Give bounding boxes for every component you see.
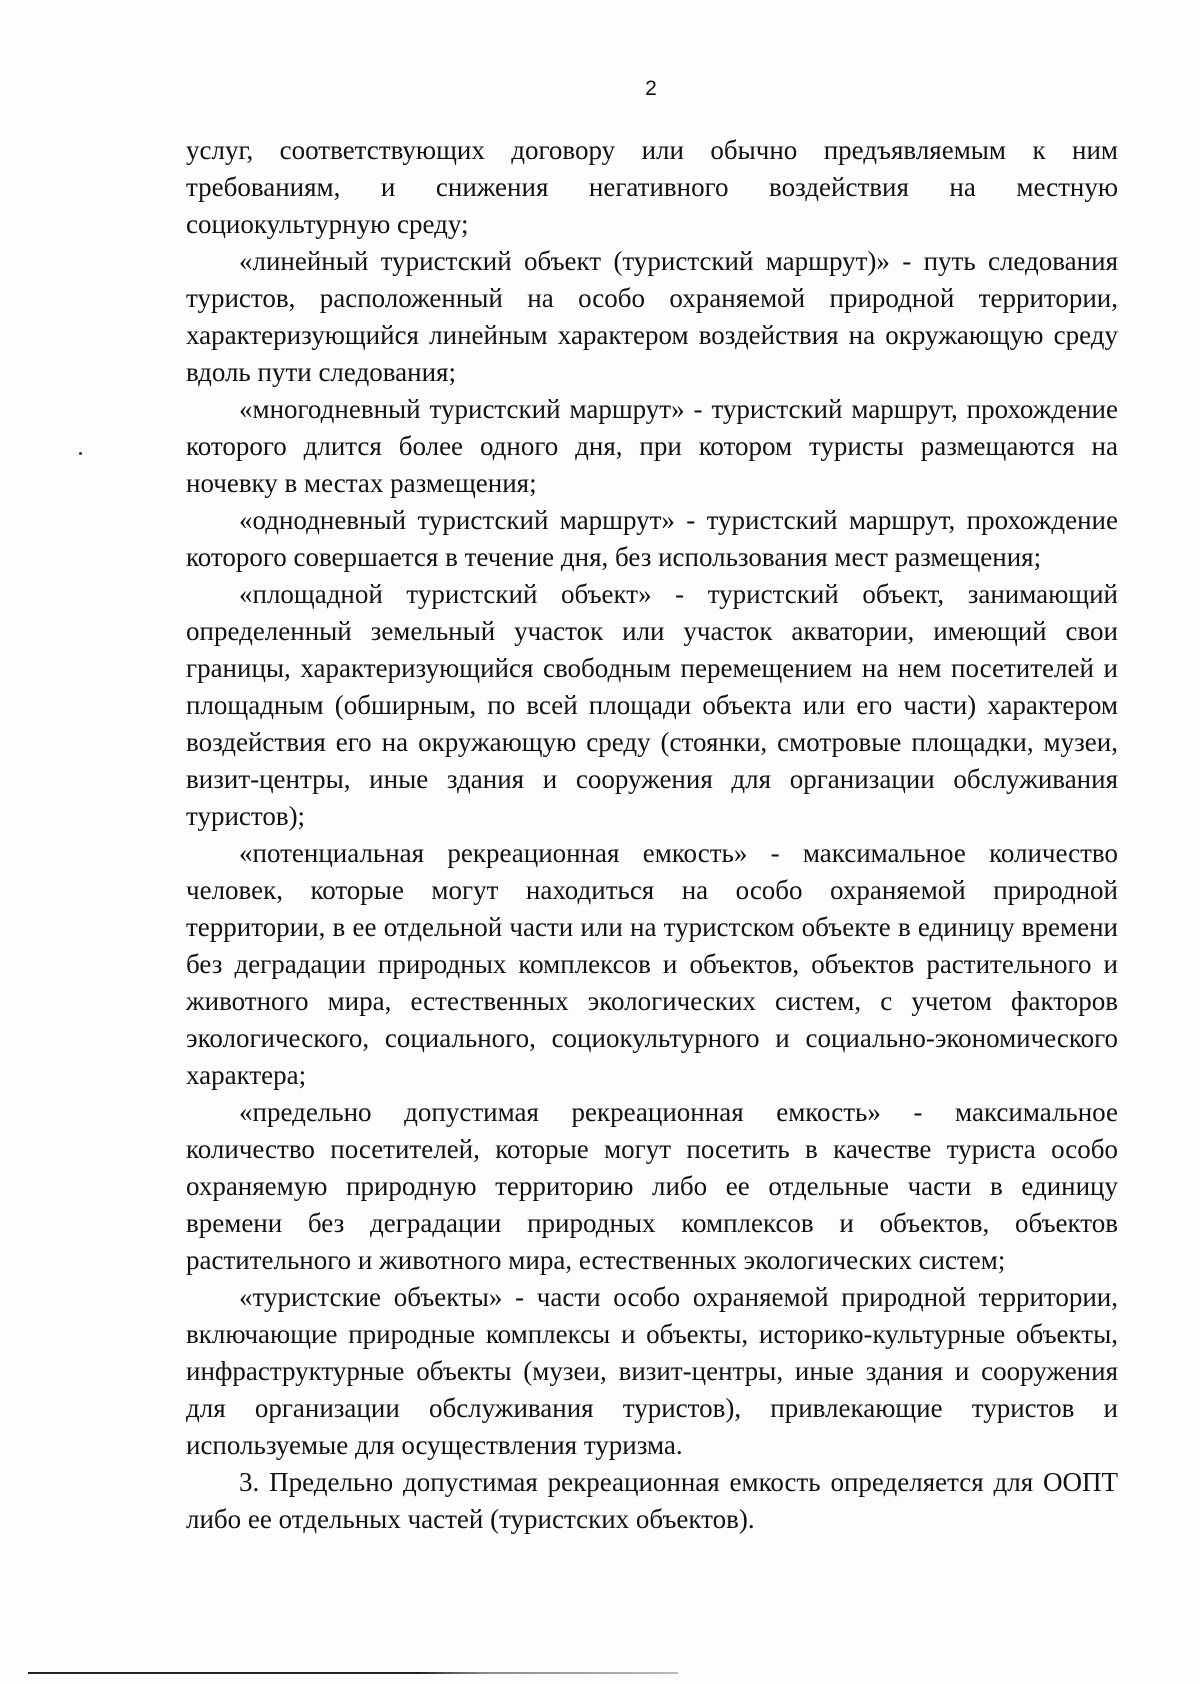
document-body (186, 132, 1118, 1538)
footer-rule (28, 1672, 678, 1674)
paragraph-potential-capacity: «потенциальная рекреационная емкость» - максимальное количество человек, которые могут находиться на особо охраняемой природной территории, в ее отдельной части или на туристском объекте в единицу времени без деградации природных комплексов и объектов, объектов растительного и животного мира, естественных экологических систем, с учетом факторов экологического, социального, социокультурного и социально-экономического характера; (186, 838, 1118, 1090)
paragraph-max-capacity: «предельно допустимая рекреационная емкость» - максимальное количество посетителей, которые могут посетить в качестве туриста особо охраняемую природную территорию либо ее отдельные части в единицу времени без деградации природных комплексов и объектов, объектов растительного и животного мира, естественных экологических систем; (186, 1097, 1118, 1275)
paragraph-oneday-route: «однодневный туристский маршрут» - туристский маршрут, прохождение которого совершается в течение дня, без использования мест размещения; (186, 505, 1118, 572)
scan-speck (79, 452, 82, 455)
page-number: 2 (645, 77, 657, 100)
paragraph-tourist-objects: «туристские объекты» - части особо охраняемой природной территории, включающие природные комплексы и объекты, историко-культурные объекты, инфраструктурные объекты (музеи, визит-центры, иные здания и сооружения для организации обслуживания туристов), привлекающие туристов и используемые для осуществления туризма. (186, 1282, 1118, 1460)
paragraph-area-tourist-object: «площадной туристский объект» - туристский объект, занимающий определенный земельный участок или участок акватории, имеющий свои границы, характеризующийся свободным перемещением на нем посетителей и площадным (обширным, по всей площади объекта или его части) характером воздействия его на окружающую среду (стоянки, смотровые площадки, музеи, визит-центры, иные здания и сооружения для организации обслуживания туристов); (186, 579, 1118, 831)
paragraph-linear-tourist-object: «линейный туристский объект (туристский маршрут)» - путь следования туристов, расположенный на особо охраняемой природной территории, характеризующийся линейным характером воздействия на окружающую среду вдоль пути следования; (186, 246, 1118, 387)
paragraph-continuation: услуг, соответствующих договору или обычно предъявляемым к ним требованиям, и снижения негативного воздействия на местную социокультурную среду; (186, 135, 1118, 239)
paragraph-item-3: 3. Предельно допустимая рекреационная емкость определяется для ООПТ либо ее отдельных частей (туристских объектов). (186, 1467, 1118, 1534)
paragraph-multiday-route: «многодневный туристский маршрут» - туристский маршрут, прохождение которого длится более одного дня, при котором туристы размещаются на ночевку в местах размещения; (186, 394, 1118, 498)
